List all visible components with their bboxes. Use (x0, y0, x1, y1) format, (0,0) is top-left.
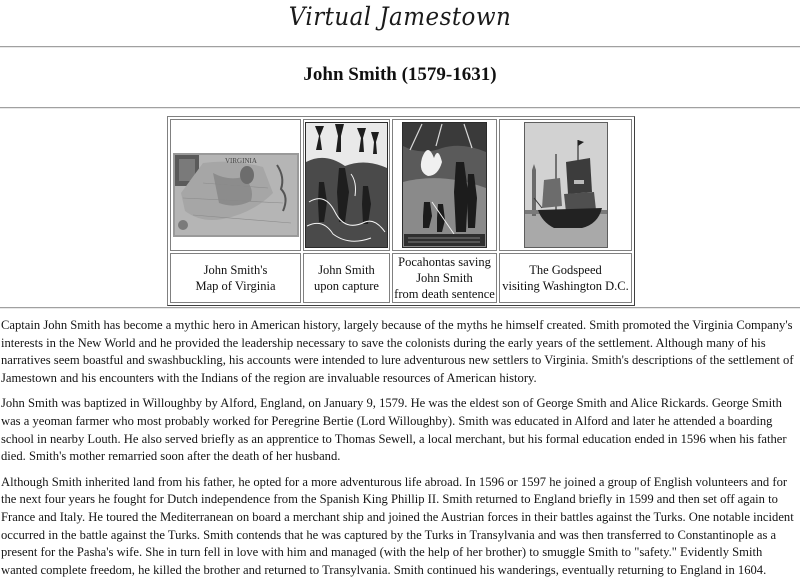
paragraph-intro: Captain John Smith has become a mythic hero in American history, largely because of the myths he himself created. Smith promoted the Virginia Company's interests in the New World and he provided the leadership necessary to save the colonists during the early years of the settlement. Although many of his narratives seem boastful and swashbuckling, his accounts were intended to lure adventurous new settlers to Virginia. Smith's descriptions of the settlement of Jamestown and his encounters with the Indians of the region are invaluable resources of American history. (1, 318, 794, 385)
paragraph-early-life: John Smith was baptized in Willoughby by Alford, England, on January 9, 1579. He was the eldest son of George Smith and Alice Rickards. George Smith was a yeoman farmer who most probably worked for Peregrine Bertie (Lord Willoughby). Smith was educated in Alford and later he attended a boarding school in nearby Louth. He also served briefly as an apprentice to Thomas Sewell, a local merchant, but his formal education ended in 1596 when his father died. Smith's mother remarried soon after the death of her husband. (1, 396, 787, 464)
gallery-cell-capture (303, 119, 390, 251)
smith-capture-image-link[interactable] (305, 122, 388, 248)
godspeed-image-link[interactable] (524, 122, 608, 248)
gallery-cell-pocahontas (392, 119, 497, 251)
divider (0, 46, 800, 48)
paragraph-adventures-abroad: Although Smith inherited land from his father, he opted for a more adventurous life abroad. In 1596 or 1597 he joined a group of English volunteers and for the next four years he fought for Dutch independence from the Spanish King Phillip II. Smith returned to England briefly in 1599 and then set off again to France and Italy. He toured the Mediterranean on board a merchant ship and joined the Austrian forces in their battles against the Turks. One notable incident occurred in the battle against the Turks. Smith contends that he was captured by the Turks in Transylvania and was then transferred to Constantinople as a present for the Pasha's wife. She in turn fell in love with him and managed (with the help of her brother) to smuggle Smith to "safety." Evidently Smith wanted complete freedom, he killed the brother and returned to Transylvania. Smith continued his wanderings, eventually returning to England in 1604. (1, 474, 794, 577)
page-title: John Smith (1579-1631) (303, 64, 497, 85)
caption-godspeed: The Godspeed visiting Washington D.C. (499, 253, 632, 303)
caption-map-of-virginia: John Smith's Map of Virginia (170, 253, 301, 303)
map-of-virginia-image (173, 153, 299, 237)
godspeed-image (524, 122, 608, 248)
map-of-virginia-image-link[interactable] (173, 153, 299, 237)
caption-pocahontas: Pocahontas saving John Smith from death sentence (392, 253, 497, 303)
gallery-cell-map (170, 119, 301, 251)
pocahontas-image (402, 122, 487, 248)
gallery-cell-godspeed (499, 119, 632, 251)
caption-smith-capture: John Smith upon capture (303, 253, 390, 303)
pocahontas-image-link[interactable] (402, 122, 487, 248)
divider (0, 107, 800, 109)
image-gallery-table (167, 116, 635, 306)
site-title: Virtual Jamestown (288, 2, 512, 31)
divider (0, 307, 800, 309)
svg-text:VIRGINIA: VIRGINIA (224, 157, 257, 165)
smith-capture-image (305, 122, 388, 248)
biography-content (1, 317, 797, 587)
